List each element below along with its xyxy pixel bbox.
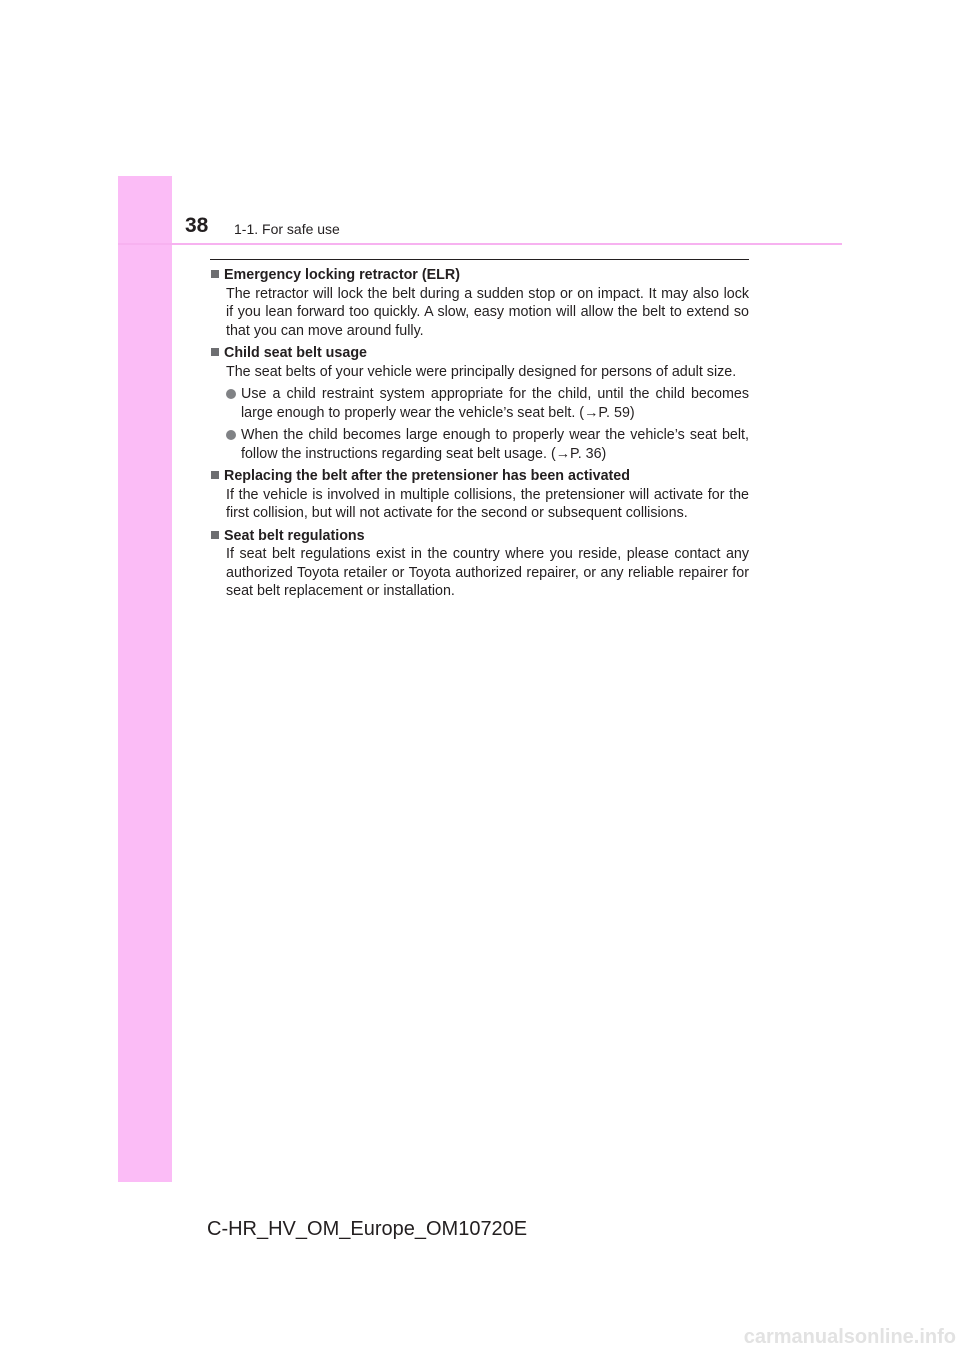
arrow-icon: → <box>555 445 571 462</box>
square-bullet-icon <box>211 471 219 479</box>
item-heading: Child seat belt usage <box>224 345 368 361</box>
round-bullet-icon <box>226 389 236 399</box>
list-item <box>211 426 749 463</box>
content-divider <box>210 259 749 260</box>
document-code: C-HR_HV_OM_Europe_OM10720E <box>207 1218 528 1240</box>
item-heading: Seat belt regulations <box>224 527 365 544</box>
watermark: carmanualsonline.info <box>743 1326 956 1348</box>
square-bullet-icon <box>211 531 219 539</box>
square-bullet-icon <box>211 348 219 356</box>
item-body: If the vehicle is involved in multiple collisions, the pretensioner will activate for the first collision, but will not activate for the second or subsequent collisions. <box>226 486 749 521</box>
list-item <box>211 385 749 422</box>
content-area <box>211 266 749 605</box>
item-seat-belt-regulations <box>211 527 749 601</box>
page-reference: P. 59) <box>598 404 635 421</box>
section-title: 1-1. For safe use <box>234 221 340 237</box>
item-body: The retractor will lock the belt during a sudden stop or on impact. It may also lock if you lean forward too quickly. A slow, easy motion will allow the belt to extend so that you can move around fully. <box>226 285 749 339</box>
round-bullet-icon <box>226 430 236 440</box>
item-heading: Replacing the belt after the pretensioner has been activated <box>224 468 630 484</box>
page-reference: P. 36) <box>570 445 607 462</box>
side-color-band <box>118 176 172 1182</box>
item-body: The seat belts of your vehicle were principally designed for persons of adult size. <box>226 363 737 380</box>
header-rule <box>118 243 842 245</box>
item-body: If seat belt regulations exist in the country where you reside, please contact any authorized Toyota retailer or Toyota authorized repairer, or any reliable repairer for seat belt replacement or installation. <box>226 546 749 599</box>
item-child-seat-belt <box>211 344 749 463</box>
bullet-text: Use a child restraint system appropriate for the child, until the child becomes large enough to properly wear the vehicle’s seat belt. ( <box>241 386 749 421</box>
item-elr <box>211 266 749 340</box>
item-replacing-belt <box>211 467 749 523</box>
square-bullet-icon <box>211 270 219 278</box>
item-heading: Emergency locking retractor (ELR) <box>224 267 460 283</box>
arrow-icon: → <box>584 404 599 421</box>
page-number: 38 <box>185 214 209 237</box>
bullet-text: When the child becomes large enough to properly wear the vehicle’s seat belt, follow the instructions regarding seat belt usage. ( <box>241 427 749 462</box>
